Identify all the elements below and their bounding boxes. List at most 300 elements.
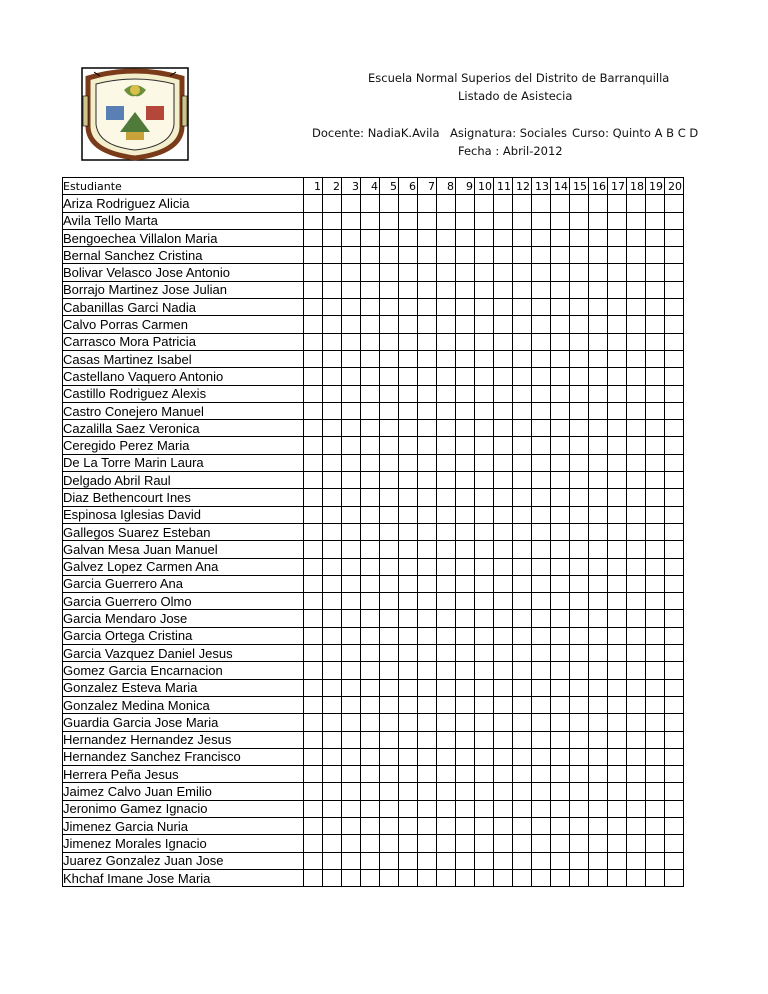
attendance-cell[interactable] <box>532 662 551 679</box>
attendance-cell[interactable] <box>627 783 646 800</box>
attendance-cell[interactable] <box>380 247 399 264</box>
attendance-cell[interactable] <box>323 696 342 713</box>
attendance-cell[interactable] <box>380 350 399 367</box>
attendance-cell[interactable] <box>361 195 380 212</box>
attendance-cell[interactable] <box>361 385 380 402</box>
attendance-cell[interactable] <box>646 195 665 212</box>
attendance-cell[interactable] <box>304 229 323 246</box>
attendance-cell[interactable] <box>342 506 361 523</box>
attendance-cell[interactable] <box>532 247 551 264</box>
attendance-cell[interactable] <box>551 368 570 385</box>
attendance-cell[interactable] <box>437 385 456 402</box>
attendance-cell[interactable] <box>513 869 532 886</box>
attendance-cell[interactable] <box>304 299 323 316</box>
attendance-cell[interactable] <box>570 454 589 471</box>
attendance-cell[interactable] <box>608 541 627 558</box>
attendance-cell[interactable] <box>589 645 608 662</box>
attendance-cell[interactable] <box>513 748 532 765</box>
attendance-cell[interactable] <box>627 229 646 246</box>
attendance-cell[interactable] <box>532 420 551 437</box>
attendance-cell[interactable] <box>570 281 589 298</box>
attendance-cell[interactable] <box>627 748 646 765</box>
attendance-cell[interactable] <box>437 506 456 523</box>
attendance-cell[interactable] <box>551 316 570 333</box>
attendance-cell[interactable] <box>399 593 418 610</box>
attendance-cell[interactable] <box>646 454 665 471</box>
attendance-cell[interactable] <box>399 368 418 385</box>
attendance-cell[interactable] <box>608 316 627 333</box>
attendance-cell[interactable] <box>399 662 418 679</box>
attendance-cell[interactable] <box>475 333 494 350</box>
attendance-cell[interactable] <box>627 506 646 523</box>
attendance-cell[interactable] <box>323 506 342 523</box>
attendance-cell[interactable] <box>475 523 494 540</box>
attendance-cell[interactable] <box>627 247 646 264</box>
attendance-cell[interactable] <box>646 731 665 748</box>
attendance-cell[interactable] <box>570 229 589 246</box>
attendance-cell[interactable] <box>513 316 532 333</box>
attendance-cell[interactable] <box>551 783 570 800</box>
attendance-cell[interactable] <box>475 558 494 575</box>
attendance-cell[interactable] <box>646 679 665 696</box>
attendance-cell[interactable] <box>437 869 456 886</box>
attendance-cell[interactable] <box>665 766 684 783</box>
attendance-cell[interactable] <box>304 402 323 419</box>
attendance-cell[interactable] <box>342 575 361 592</box>
attendance-cell[interactable] <box>399 766 418 783</box>
attendance-cell[interactable] <box>589 195 608 212</box>
attendance-cell[interactable] <box>570 333 589 350</box>
attendance-cell[interactable] <box>361 247 380 264</box>
attendance-cell[interactable] <box>437 852 456 869</box>
attendance-cell[interactable] <box>380 299 399 316</box>
attendance-cell[interactable] <box>399 229 418 246</box>
attendance-cell[interactable] <box>532 558 551 575</box>
attendance-cell[interactable] <box>513 264 532 281</box>
attendance-cell[interactable] <box>627 852 646 869</box>
attendance-cell[interactable] <box>551 627 570 644</box>
attendance-cell[interactable] <box>532 299 551 316</box>
attendance-cell[interactable] <box>608 472 627 489</box>
attendance-cell[interactable] <box>361 800 380 817</box>
attendance-cell[interactable] <box>589 264 608 281</box>
attendance-cell[interactable] <box>342 264 361 281</box>
attendance-cell[interactable] <box>646 645 665 662</box>
attendance-cell[interactable] <box>646 212 665 229</box>
attendance-cell[interactable] <box>494 869 513 886</box>
attendance-cell[interactable] <box>342 852 361 869</box>
attendance-cell[interactable] <box>304 731 323 748</box>
attendance-cell[interactable] <box>513 714 532 731</box>
attendance-cell[interactable] <box>589 593 608 610</box>
attendance-cell[interactable] <box>304 316 323 333</box>
attendance-cell[interactable] <box>361 281 380 298</box>
attendance-cell[interactable] <box>494 402 513 419</box>
attendance-cell[interactable] <box>494 800 513 817</box>
attendance-cell[interactable] <box>665 385 684 402</box>
attendance-cell[interactable] <box>665 731 684 748</box>
attendance-cell[interactable] <box>304 454 323 471</box>
attendance-cell[interactable] <box>456 852 475 869</box>
attendance-cell[interactable] <box>475 264 494 281</box>
attendance-cell[interactable] <box>551 437 570 454</box>
attendance-cell[interactable] <box>627 281 646 298</box>
attendance-cell[interactable] <box>342 299 361 316</box>
attendance-cell[interactable] <box>323 748 342 765</box>
attendance-cell[interactable] <box>437 575 456 592</box>
attendance-cell[interactable] <box>380 385 399 402</box>
attendance-cell[interactable] <box>342 593 361 610</box>
attendance-cell[interactable] <box>589 558 608 575</box>
attendance-cell[interactable] <box>570 800 589 817</box>
attendance-cell[interactable] <box>513 696 532 713</box>
attendance-cell[interactable] <box>532 645 551 662</box>
attendance-cell[interactable] <box>608 662 627 679</box>
attendance-cell[interactable] <box>361 679 380 696</box>
attendance-cell[interactable] <box>551 247 570 264</box>
attendance-cell[interactable] <box>513 385 532 402</box>
attendance-cell[interactable] <box>646 662 665 679</box>
attendance-cell[interactable] <box>665 558 684 575</box>
attendance-cell[interactable] <box>323 575 342 592</box>
attendance-cell[interactable] <box>627 333 646 350</box>
attendance-cell[interactable] <box>551 800 570 817</box>
attendance-cell[interactable] <box>475 368 494 385</box>
attendance-cell[interactable] <box>494 264 513 281</box>
attendance-cell[interactable] <box>456 800 475 817</box>
attendance-cell[interactable] <box>399 645 418 662</box>
attendance-cell[interactable] <box>418 627 437 644</box>
attendance-cell[interactable] <box>361 489 380 506</box>
attendance-cell[interactable] <box>361 264 380 281</box>
attendance-cell[interactable] <box>570 506 589 523</box>
attendance-cell[interactable] <box>361 869 380 886</box>
attendance-cell[interactable] <box>665 229 684 246</box>
attendance-cell[interactable] <box>304 368 323 385</box>
attendance-cell[interactable] <box>456 229 475 246</box>
attendance-cell[interactable] <box>665 523 684 540</box>
attendance-cell[interactable] <box>646 264 665 281</box>
attendance-cell[interactable] <box>589 402 608 419</box>
attendance-cell[interactable] <box>646 402 665 419</box>
attendance-cell[interactable] <box>589 835 608 852</box>
attendance-cell[interactable] <box>608 696 627 713</box>
attendance-cell[interactable] <box>513 506 532 523</box>
attendance-cell[interactable] <box>589 714 608 731</box>
attendance-cell[interactable] <box>380 869 399 886</box>
attendance-cell[interactable] <box>380 316 399 333</box>
attendance-cell[interactable] <box>399 212 418 229</box>
attendance-cell[interactable] <box>494 437 513 454</box>
attendance-cell[interactable] <box>475 662 494 679</box>
attendance-cell[interactable] <box>456 472 475 489</box>
attendance-cell[interactable] <box>323 316 342 333</box>
attendance-cell[interactable] <box>494 506 513 523</box>
attendance-cell[interactable] <box>380 662 399 679</box>
attendance-cell[interactable] <box>361 299 380 316</box>
attendance-cell[interactable] <box>608 385 627 402</box>
attendance-cell[interactable] <box>532 212 551 229</box>
attendance-cell[interactable] <box>399 385 418 402</box>
attendance-cell[interactable] <box>570 489 589 506</box>
attendance-cell[interactable] <box>456 212 475 229</box>
attendance-cell[interactable] <box>475 489 494 506</box>
attendance-cell[interactable] <box>361 333 380 350</box>
attendance-cell[interactable] <box>570 212 589 229</box>
attendance-cell[interactable] <box>418 350 437 367</box>
attendance-cell[interactable] <box>646 420 665 437</box>
attendance-cell[interactable] <box>361 575 380 592</box>
attendance-cell[interactable] <box>532 610 551 627</box>
attendance-cell[interactable] <box>456 627 475 644</box>
attendance-cell[interactable] <box>361 783 380 800</box>
attendance-cell[interactable] <box>437 264 456 281</box>
attendance-cell[interactable] <box>361 316 380 333</box>
attendance-cell[interactable] <box>513 299 532 316</box>
attendance-cell[interactable] <box>399 316 418 333</box>
attendance-cell[interactable] <box>304 472 323 489</box>
attendance-cell[interactable] <box>418 610 437 627</box>
attendance-cell[interactable] <box>437 472 456 489</box>
attendance-cell[interactable] <box>456 316 475 333</box>
attendance-cell[interactable] <box>627 800 646 817</box>
attendance-cell[interactable] <box>608 748 627 765</box>
attendance-cell[interactable] <box>513 575 532 592</box>
attendance-cell[interactable] <box>589 800 608 817</box>
attendance-cell[interactable] <box>589 385 608 402</box>
attendance-cell[interactable] <box>551 541 570 558</box>
attendance-cell[interactable] <box>380 420 399 437</box>
attendance-cell[interactable] <box>627 593 646 610</box>
attendance-cell[interactable] <box>304 869 323 886</box>
attendance-cell[interactable] <box>456 869 475 886</box>
attendance-cell[interactable] <box>494 817 513 834</box>
attendance-cell[interactable] <box>380 593 399 610</box>
attendance-cell[interactable] <box>551 852 570 869</box>
attendance-cell[interactable] <box>627 696 646 713</box>
attendance-cell[interactable] <box>456 437 475 454</box>
attendance-cell[interactable] <box>361 472 380 489</box>
attendance-cell[interactable] <box>399 523 418 540</box>
attendance-cell[interactable] <box>551 229 570 246</box>
attendance-cell[interactable] <box>494 385 513 402</box>
attendance-cell[interactable] <box>589 316 608 333</box>
attendance-cell[interactable] <box>494 333 513 350</box>
attendance-cell[interactable] <box>665 835 684 852</box>
attendance-cell[interactable] <box>513 627 532 644</box>
attendance-cell[interactable] <box>570 852 589 869</box>
attendance-cell[interactable] <box>665 610 684 627</box>
attendance-cell[interactable] <box>399 247 418 264</box>
attendance-cell[interactable] <box>494 558 513 575</box>
attendance-cell[interactable] <box>551 696 570 713</box>
attendance-cell[interactable] <box>399 558 418 575</box>
attendance-cell[interactable] <box>513 437 532 454</box>
attendance-cell[interactable] <box>399 800 418 817</box>
attendance-cell[interactable] <box>361 212 380 229</box>
attendance-cell[interactable] <box>589 731 608 748</box>
attendance-cell[interactable] <box>361 402 380 419</box>
attendance-cell[interactable] <box>589 523 608 540</box>
attendance-cell[interactable] <box>418 454 437 471</box>
attendance-cell[interactable] <box>532 506 551 523</box>
attendance-cell[interactable] <box>532 523 551 540</box>
attendance-cell[interactable] <box>304 212 323 229</box>
attendance-cell[interactable] <box>665 247 684 264</box>
attendance-cell[interactable] <box>475 627 494 644</box>
attendance-cell[interactable] <box>532 229 551 246</box>
attendance-cell[interactable] <box>646 299 665 316</box>
attendance-cell[interactable] <box>304 195 323 212</box>
attendance-cell[interactable] <box>589 575 608 592</box>
attendance-cell[interactable] <box>380 523 399 540</box>
attendance-cell[interactable] <box>589 454 608 471</box>
attendance-cell[interactable] <box>437 454 456 471</box>
attendance-cell[interactable] <box>494 472 513 489</box>
attendance-cell[interactable] <box>646 472 665 489</box>
attendance-cell[interactable] <box>494 489 513 506</box>
attendance-cell[interactable] <box>570 420 589 437</box>
attendance-cell[interactable] <box>361 852 380 869</box>
attendance-cell[interactable] <box>418 800 437 817</box>
attendance-cell[interactable] <box>437 593 456 610</box>
attendance-cell[interactable] <box>513 662 532 679</box>
attendance-cell[interactable] <box>589 748 608 765</box>
attendance-cell[interactable] <box>570 766 589 783</box>
attendance-cell[interactable] <box>361 593 380 610</box>
attendance-cell[interactable] <box>361 645 380 662</box>
attendance-cell[interactable] <box>608 627 627 644</box>
attendance-cell[interactable] <box>665 593 684 610</box>
attendance-cell[interactable] <box>570 696 589 713</box>
attendance-cell[interactable] <box>456 402 475 419</box>
attendance-cell[interactable] <box>380 402 399 419</box>
attendance-cell[interactable] <box>399 350 418 367</box>
attendance-cell[interactable] <box>342 195 361 212</box>
attendance-cell[interactable] <box>608 731 627 748</box>
attendance-cell[interactable] <box>665 420 684 437</box>
attendance-cell[interactable] <box>342 800 361 817</box>
attendance-cell[interactable] <box>646 593 665 610</box>
attendance-cell[interactable] <box>513 731 532 748</box>
attendance-cell[interactable] <box>342 679 361 696</box>
attendance-cell[interactable] <box>418 506 437 523</box>
attendance-cell[interactable] <box>646 610 665 627</box>
attendance-cell[interactable] <box>665 714 684 731</box>
attendance-cell[interactable] <box>608 610 627 627</box>
attendance-cell[interactable] <box>475 766 494 783</box>
attendance-cell[interactable] <box>399 402 418 419</box>
attendance-cell[interactable] <box>380 610 399 627</box>
attendance-cell[interactable] <box>494 247 513 264</box>
attendance-cell[interactable] <box>399 696 418 713</box>
attendance-cell[interactable] <box>551 402 570 419</box>
attendance-cell[interactable] <box>418 402 437 419</box>
attendance-cell[interactable] <box>418 662 437 679</box>
attendance-cell[interactable] <box>646 817 665 834</box>
attendance-cell[interactable] <box>646 368 665 385</box>
attendance-cell[interactable] <box>418 645 437 662</box>
attendance-cell[interactable] <box>437 835 456 852</box>
attendance-cell[interactable] <box>608 766 627 783</box>
attendance-cell[interactable] <box>323 558 342 575</box>
attendance-cell[interactable] <box>342 385 361 402</box>
attendance-cell[interactable] <box>570 402 589 419</box>
attendance-cell[interactable] <box>532 575 551 592</box>
attendance-cell[interactable] <box>456 575 475 592</box>
attendance-cell[interactable] <box>475 281 494 298</box>
attendance-cell[interactable] <box>304 852 323 869</box>
attendance-cell[interactable] <box>551 472 570 489</box>
attendance-cell[interactable] <box>399 714 418 731</box>
attendance-cell[interactable] <box>570 523 589 540</box>
attendance-cell[interactable] <box>551 558 570 575</box>
attendance-cell[interactable] <box>589 350 608 367</box>
attendance-cell[interactable] <box>323 368 342 385</box>
attendance-cell[interactable] <box>475 817 494 834</box>
attendance-cell[interactable] <box>589 766 608 783</box>
attendance-cell[interactable] <box>570 195 589 212</box>
attendance-cell[interactable] <box>418 472 437 489</box>
attendance-cell[interactable] <box>304 489 323 506</box>
attendance-cell[interactable] <box>532 835 551 852</box>
attendance-cell[interactable] <box>437 333 456 350</box>
attendance-cell[interactable] <box>342 662 361 679</box>
attendance-cell[interactable] <box>494 212 513 229</box>
attendance-cell[interactable] <box>608 299 627 316</box>
attendance-cell[interactable] <box>627 299 646 316</box>
attendance-cell[interactable] <box>323 679 342 696</box>
attendance-cell[interactable] <box>342 869 361 886</box>
attendance-cell[interactable] <box>627 402 646 419</box>
attendance-cell[interactable] <box>323 437 342 454</box>
attendance-cell[interactable] <box>646 783 665 800</box>
attendance-cell[interactable] <box>456 593 475 610</box>
attendance-cell[interactable] <box>570 385 589 402</box>
attendance-cell[interactable] <box>342 731 361 748</box>
attendance-cell[interactable] <box>551 299 570 316</box>
attendance-cell[interactable] <box>627 385 646 402</box>
attendance-cell[interactable] <box>361 662 380 679</box>
attendance-cell[interactable] <box>456 766 475 783</box>
attendance-cell[interactable] <box>608 593 627 610</box>
attendance-cell[interactable] <box>551 731 570 748</box>
attendance-cell[interactable] <box>342 247 361 264</box>
attendance-cell[interactable] <box>589 679 608 696</box>
attendance-cell[interactable] <box>513 835 532 852</box>
attendance-cell[interactable] <box>608 350 627 367</box>
attendance-cell[interactable] <box>532 748 551 765</box>
attendance-cell[interactable] <box>380 212 399 229</box>
attendance-cell[interactable] <box>551 489 570 506</box>
attendance-cell[interactable] <box>323 385 342 402</box>
attendance-cell[interactable] <box>665 281 684 298</box>
attendance-cell[interactable] <box>380 558 399 575</box>
attendance-cell[interactable] <box>323 350 342 367</box>
attendance-cell[interactable] <box>399 783 418 800</box>
attendance-cell[interactable] <box>665 783 684 800</box>
attendance-cell[interactable] <box>323 593 342 610</box>
attendance-cell[interactable] <box>437 662 456 679</box>
attendance-cell[interactable] <box>608 420 627 437</box>
attendance-cell[interactable] <box>399 679 418 696</box>
attendance-cell[interactable] <box>646 247 665 264</box>
attendance-cell[interactable] <box>475 350 494 367</box>
attendance-cell[interactable] <box>361 454 380 471</box>
attendance-cell[interactable] <box>646 316 665 333</box>
attendance-cell[interactable] <box>418 817 437 834</box>
attendance-cell[interactable] <box>361 506 380 523</box>
